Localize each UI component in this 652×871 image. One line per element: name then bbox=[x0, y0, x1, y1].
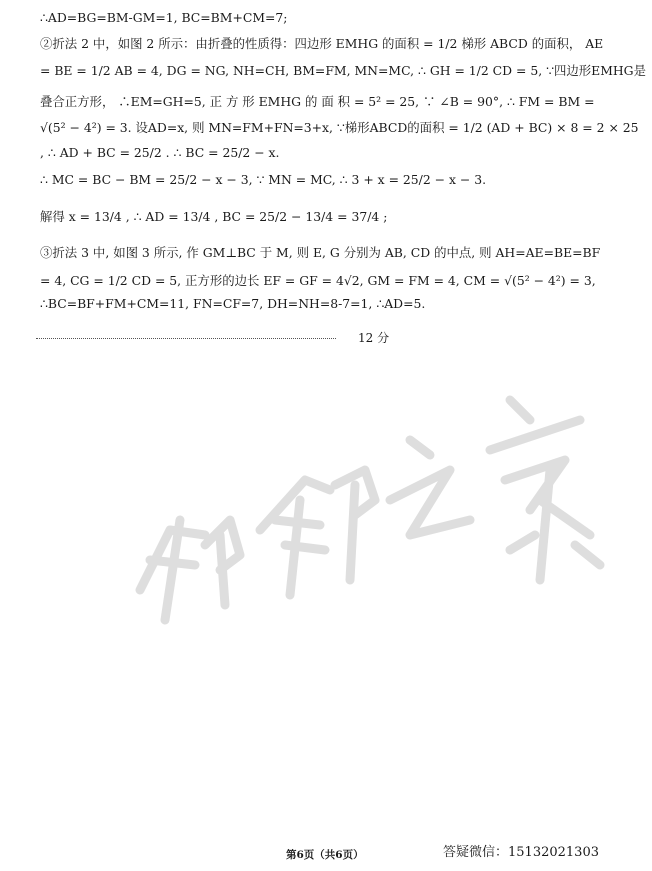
solution-line-2: ②折法 2 中，如图 2 所示：由折叠的性质得：四边形 EMHG 的面积 = 1/2 梯形 ABCD 的面积， AE bbox=[40, 36, 604, 51]
page-number: 第6页（共6页） bbox=[286, 849, 364, 861]
solution-line-10: = 4, CG = 1/2 CD = 5, 正方形的边长 EF = GF = 4√2, GM = FM = 4, CM = √(5² − 4²) = 3, bbox=[40, 273, 596, 288]
watermark-image bbox=[110, 360, 630, 640]
dotted-leader bbox=[36, 338, 336, 339]
solution-line-3: = BE = 1/2 AB = 4, DG = NG, NH=CH, BM=FM, MN=MC, ∴ GH = 1/2 CD = 5, ∵四边形EMHG是 bbox=[40, 63, 646, 78]
solution-line-4: 叠合正方形， ∴EM=GH=5, 正 方 形 EMHG 的 面 积 = 5² = 25, ∵ ∠B = 90°, ∴ FM = BM = bbox=[40, 94, 595, 109]
solution-line-9: ③折法 3 中, 如图 3 所示, 作 GM⊥BC 于 M, 则 E, G 分别为 AB, CD 的中点, 则 AH=AE=BE=BF bbox=[40, 245, 601, 260]
solution-line-7: ∴ MC = BC − BM = 25/2 − x − 3, ∵ MN = MC, ∴ 3 + x = 25/2 − x − 3. bbox=[40, 172, 487, 187]
score-label: 12 分 bbox=[358, 331, 390, 345]
solution-line-1: ∴AD=BG=BM-GM=1, BC=BM+CM=7; bbox=[40, 10, 288, 25]
solution-line-11: ∴BC=BF+FM+CM=11, FN=CF=7, DH=NH=8-7=1, ∴AD=5. bbox=[40, 296, 426, 311]
score-row bbox=[36, 330, 396, 346]
contact-info: 答疑微信：15132021303 bbox=[443, 845, 599, 860]
solution-line-5: √(5² − 4²) = 3. 设AD=x, 则 MN=FM+FN=3+x, ∵梯形ABCD的面积 = 1/2 (AD + BC) × 8 = 2 × 25 bbox=[40, 120, 639, 135]
solution-line-6: , ∴ AD + BC = 25/2 . ∴ BC = 25/2 − x. bbox=[40, 145, 280, 160]
solution-line-8: 解得 x = 13/4 , ∴ AD = 13/4 , BC = 25/2 − 13/4 = 37/4 ; bbox=[40, 209, 388, 224]
